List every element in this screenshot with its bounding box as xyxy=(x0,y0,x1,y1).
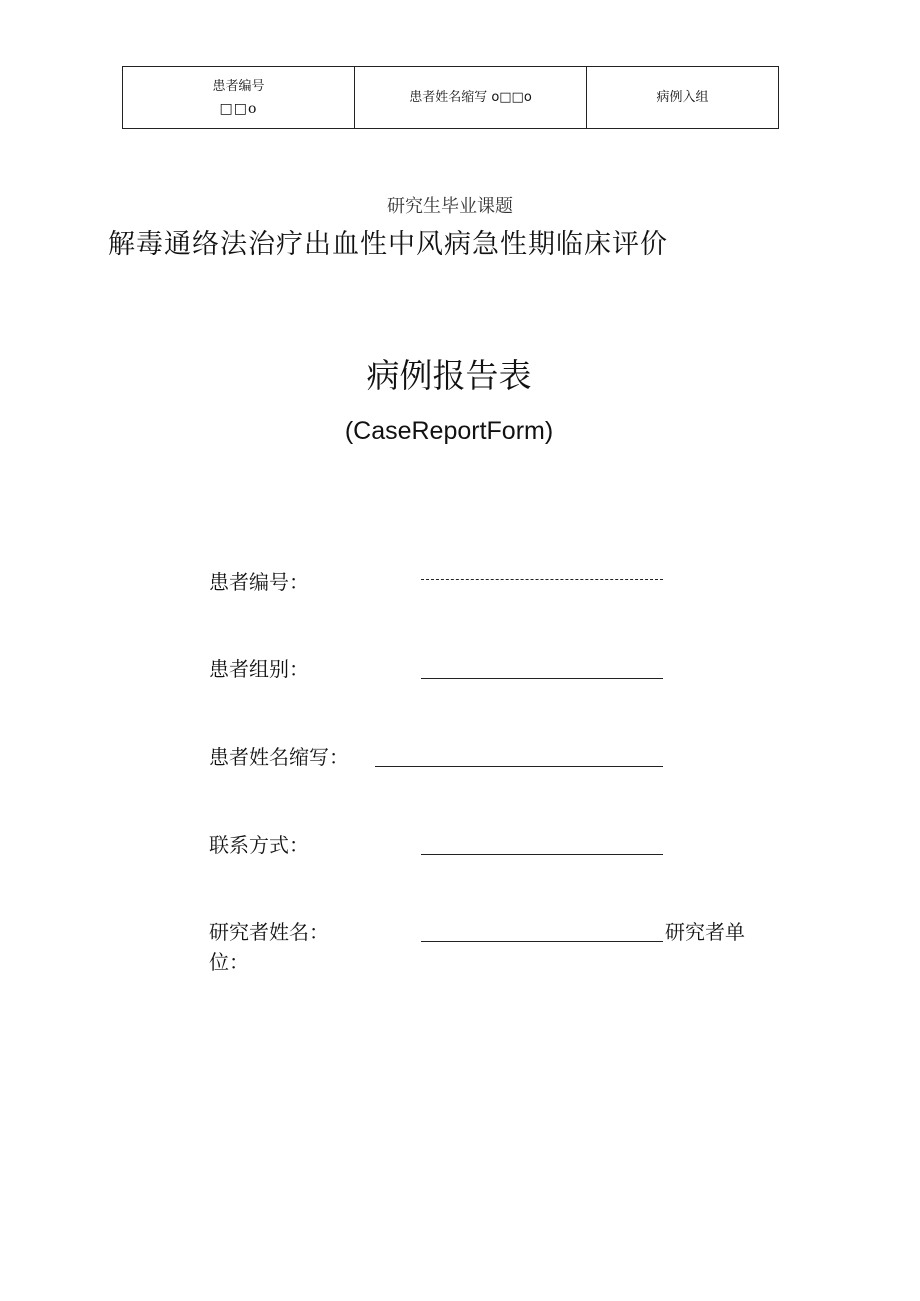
patient-id-cell xyxy=(123,67,355,129)
contact-label: 联系方式： xyxy=(209,833,309,857)
patient-initials-cell xyxy=(355,67,587,129)
form-title-english: (CaseReportForm) xyxy=(344,417,554,445)
subtitle: 研究生毕业课题 xyxy=(387,196,513,217)
patient-initials-blank[interactable] xyxy=(375,766,663,767)
case-enrollment-cell xyxy=(587,67,779,129)
researcher-name-blank[interactable] xyxy=(421,941,663,942)
researcher-unit-label-continued: 位： xyxy=(209,950,249,974)
header-table xyxy=(122,66,779,129)
case-enrollment-cell-label: 病例入组 xyxy=(656,89,709,105)
patient-id-blank[interactable] xyxy=(421,579,663,580)
patient-id-cell-boxes: □□o xyxy=(219,100,258,117)
patient-id-label: 患者编号： xyxy=(209,570,309,594)
researcher-name-label: 研究者姓名： xyxy=(209,920,329,944)
patient-group-blank[interactable] xyxy=(421,678,663,679)
patient-group-label: 患者组别： xyxy=(209,657,309,681)
patient-initials-cell-label: 患者姓名缩写 o□□o xyxy=(409,89,532,105)
researcher-unit-label: 研究者单 xyxy=(665,920,745,944)
page-title: 解毒通络法治疗出血性中风病急性期临床评价 xyxy=(108,229,668,260)
form-title: 病例报告表 xyxy=(366,356,532,395)
patient-id-cell-label: 患者编号 xyxy=(212,78,265,94)
header-row xyxy=(123,67,779,129)
patient-initials-label: 患者姓名缩写： xyxy=(209,745,349,769)
contact-blank[interactable] xyxy=(421,854,663,855)
